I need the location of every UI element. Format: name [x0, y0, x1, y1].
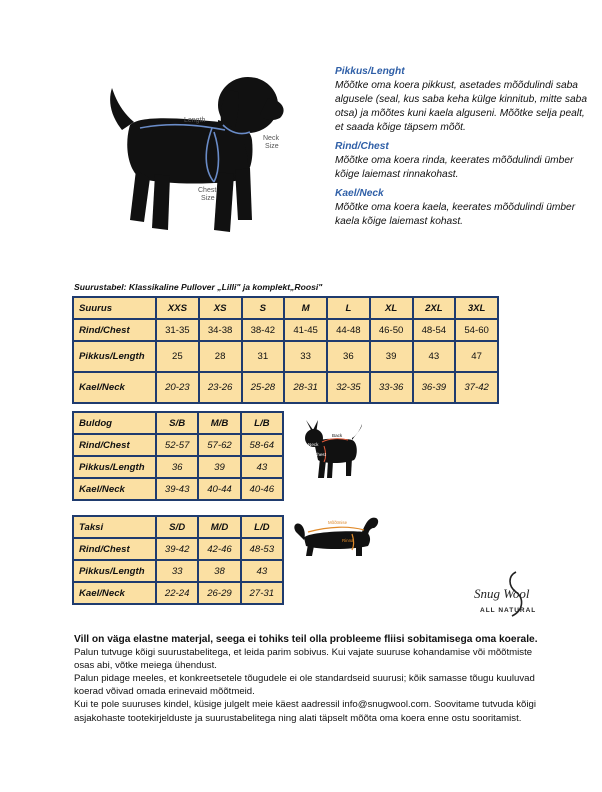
table-cell: 42-46 [198, 538, 240, 560]
table-cell: 33 [284, 341, 327, 372]
table-cell: Rind/Chest [73, 538, 156, 560]
table-cell: 57-62 [198, 434, 240, 456]
table-cell: 43 [241, 560, 283, 582]
table-cell: 20-23 [156, 372, 199, 403]
length-label: Length [184, 117, 206, 124]
table-cell: Pikkus/Length [73, 456, 156, 478]
neck-label: Neck [263, 135, 279, 142]
table-cell: 39 [370, 341, 413, 372]
table-cell: 27-31 [241, 582, 283, 604]
table-cell: 33-36 [370, 372, 413, 403]
table-cell: 28 [199, 341, 242, 372]
table-cell: 47 [455, 341, 498, 372]
table-cell: Suurus [73, 297, 156, 319]
table-row [73, 412, 283, 434]
table-cell: 22-24 [156, 582, 198, 604]
table-cell: M [284, 297, 327, 319]
buldog-chest-label: Chest [314, 452, 327, 457]
chest-text: Mõõtke oma koera rinda, keerates mõõdulindi ümber kõige laiemast rinnakohast. [335, 155, 574, 180]
table-row [73, 538, 283, 560]
neck-size-label: Size [265, 143, 279, 150]
table-row [73, 478, 283, 500]
buldog-back-label: Back [332, 433, 343, 438]
table-cell: 36 [156, 456, 198, 478]
note-paragraph-2: Palun pidage meeles, et konkreetsetele tõugudele ei ole standardseid suurusi; kõik samasse tõugu kuuluvad koerad võivad omada erinevaid mõõtmeid. [74, 673, 535, 698]
length-instruction [335, 65, 590, 135]
neck-text: Mõõtke oma koera kaela, keerates mõõdulindi ümber kaela kõige laiemast kohast. [335, 202, 576, 227]
table-row [73, 297, 498, 319]
table-cell: 46-50 [370, 319, 413, 341]
table-cell: 25-28 [242, 372, 285, 403]
chest-label: Chest [198, 187, 217, 194]
table-cell: 38 [198, 560, 240, 582]
table-cell: 34-38 [199, 319, 242, 341]
table-cell: 31-35 [156, 319, 199, 341]
table-cell: 38-42 [242, 319, 285, 341]
table-cell: 37-42 [455, 372, 498, 403]
table-row [73, 456, 283, 478]
table-cell: L/D [241, 516, 283, 538]
chest-instruction [335, 140, 590, 182]
table-cell: S/D [156, 516, 198, 538]
table-cell: Kael/Neck [73, 582, 156, 604]
table-row [73, 516, 283, 538]
table-cell: 48-54 [413, 319, 456, 341]
table-cell: Taksi [73, 516, 156, 538]
table-cell: 31 [242, 341, 285, 372]
chest-size-label: Size [201, 195, 215, 202]
table-cell: XL [370, 297, 413, 319]
table-row [73, 341, 498, 372]
table-row [73, 582, 283, 604]
table-cell: 41-45 [284, 319, 327, 341]
note-paragraph-3: Kui te pole suuruses kindel, küsige julgelt meie käest aadressil info@snugwool.com. Soovitame tutvuda kõigi asjakohaste tootekirjelduste ja suurustabelitega ning alati täpselt mõõta oma koera enne ostu sooritamist. [74, 699, 536, 724]
table-cell: XS [199, 297, 242, 319]
table-cell: Rind/Chest [73, 434, 156, 456]
elastic-note: Vill on väga elastne materjal, seega ei tohiks teil olla probleeme fliisi sobitamisega oma koerale. [74, 634, 538, 645]
neck-heading: Kael/Neck [335, 188, 384, 199]
table-cell: 43 [241, 456, 283, 478]
table-cell: S [242, 297, 285, 319]
table-cell: 52-57 [156, 434, 198, 456]
taksi-size-table [72, 515, 284, 605]
table-row [73, 319, 498, 341]
table-cell: 39-43 [156, 478, 198, 500]
bottom-notes [74, 633, 544, 725]
table-row [73, 372, 498, 403]
table-cell: 36-39 [413, 372, 456, 403]
table-cell: Buldog [73, 412, 156, 434]
table-cell: 44-48 [327, 319, 370, 341]
table-cell: M/D [198, 516, 240, 538]
table-cell: 54-60 [455, 319, 498, 341]
table-cell: 48-53 [241, 538, 283, 560]
neck-instruction [335, 187, 590, 229]
table-cell: 43 [413, 341, 456, 372]
table-row [73, 560, 283, 582]
table-row [73, 434, 283, 456]
table-cell: 40-44 [198, 478, 240, 500]
buldog-neck-label: Neck [308, 442, 319, 447]
table-cell: 28-31 [284, 372, 327, 403]
table-cell: XXS [156, 297, 199, 319]
note-paragraph-1: Palun tutvuge kõigi suurustabelitega, et leida parim sobivus. Kui vajate suuruse kohandamise või mõõtmiste osas abi, võtke meiega ühendust. [74, 647, 533, 672]
length-heading: Pikkus/Lenght [335, 66, 405, 77]
table-cell: 33 [156, 560, 198, 582]
table-cell: 36 [327, 341, 370, 372]
table-cell: 25 [156, 341, 199, 372]
logo-tagline: ALL NATURAL [480, 607, 537, 614]
table-cell: 2XL [413, 297, 456, 319]
table-cell: L [327, 297, 370, 319]
table-cell: Pikkus/Length [73, 560, 156, 582]
table-cell: 32-35 [327, 372, 370, 403]
table-cell: 40-46 [241, 478, 283, 500]
table-cell: L/B [241, 412, 283, 434]
buldog-diagram [300, 416, 368, 482]
measurement-instructions [335, 65, 590, 234]
logo-name: Snug Wool [474, 586, 530, 601]
size-table-caption: Suurustabel: Klassikaline Pullover „Lilli" ja komplekt„Roosi" [74, 282, 323, 292]
table-cell: 39 [198, 456, 240, 478]
chest-heading: Rind/Chest [335, 141, 389, 152]
table-cell: M/B [198, 412, 240, 434]
table-cell: Rind/Chest [73, 319, 156, 341]
table-cell: S/B [156, 412, 198, 434]
table-cell: Kael/Neck [73, 478, 156, 500]
buldog-size-table [72, 411, 284, 501]
snug-wool-logo [468, 568, 558, 626]
table-cell: 23-26 [199, 372, 242, 403]
taksi-back-label: Mõõtmise [328, 520, 348, 525]
table-cell: Pikkus/Length [73, 341, 156, 372]
table-cell: 26-29 [198, 582, 240, 604]
table-cell: 58-64 [241, 434, 283, 456]
dog-measurement-diagram [100, 70, 300, 245]
taksi-chest-label: Rinna [342, 538, 354, 543]
length-text: Mõõtke oma koera pikkust, asetades mõõdulindi saba alguselе (seal, kus saba keha külge kinnitub, mitte saba otsa) ja mõõtes kuni kaela alguseni. Mõõtke selja pealt, et saada kõige täpsem mõõt. [335, 80, 588, 133]
table-cell: 3XL [455, 297, 498, 319]
table-cell: Kael/Neck [73, 372, 156, 403]
taksi-diagram [290, 510, 382, 566]
main-size-table [72, 296, 499, 404]
table-cell: 39-42 [156, 538, 198, 560]
